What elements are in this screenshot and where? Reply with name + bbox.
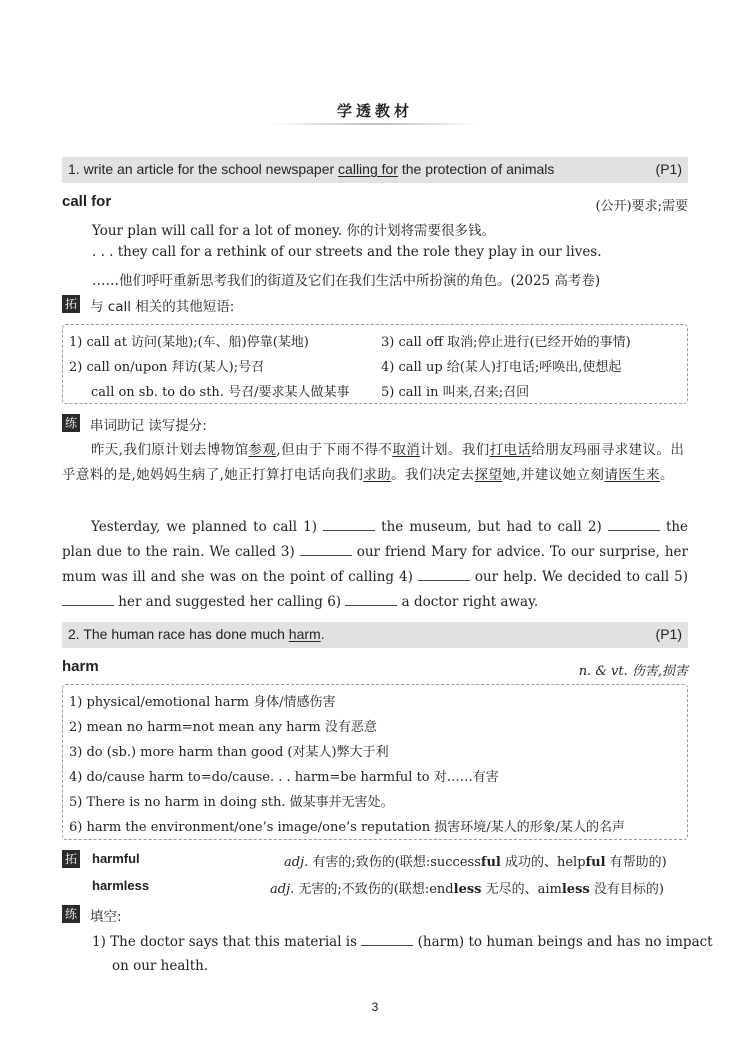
phrase-4: 4) call up 给(某人)打电话;呼唤出,使想起 — [381, 360, 622, 375]
cn-underline: 打电话 — [489, 442, 532, 458]
suffix-bold: less — [453, 882, 482, 897]
suffix-bold: less — [561, 882, 590, 897]
phrase-box — [62, 324, 688, 404]
derived-text: 有帮助的) — [605, 855, 667, 870]
harm-usage-box — [62, 684, 688, 840]
entry-harm-gloss: n. & vt. 伤害,损害 — [578, 664, 688, 679]
english-story — [62, 515, 688, 615]
section-1-post: the protection of animals — [401, 161, 555, 177]
blank-4[interactable] — [418, 568, 470, 581]
derived-text: 无害的;不致伤的(联想:end — [298, 882, 454, 897]
fill-question-1 — [92, 933, 713, 950]
section-2-keyword: harm — [288, 626, 321, 642]
practice-label-2: 填空: — [90, 909, 122, 925]
cn-underline: 取消 — [392, 442, 421, 458]
blank-2[interactable] — [608, 518, 660, 531]
suffix-bold: ful — [480, 855, 501, 870]
derived-word-harmful: harmful — [92, 851, 140, 866]
header-divider — [270, 123, 480, 125]
section-2-heading — [62, 622, 688, 648]
derived-text: 无尽的、aim — [481, 882, 562, 897]
suffix-bold: ful — [585, 855, 606, 870]
derived-text: 没有目标的) — [589, 882, 664, 897]
section-1-pre: write an article for the school newspaper — [83, 161, 335, 177]
harm-item-2: 2) mean no harm=not mean any harm 没有恶意 — [69, 720, 377, 735]
cn-text: 。 — [659, 467, 674, 483]
phrase-3: 3) call off 取消;停止进行(已经开始的事情) — [381, 335, 631, 350]
expand-tag-2: 拓 — [62, 850, 80, 868]
en-text: our help. We decided to call 5) — [474, 569, 688, 585]
section-2-page-ref: (P1) — [655, 626, 682, 642]
cn-underline: 请医生来 — [604, 467, 660, 483]
cn-text: ,但由于下雨不得不 — [276, 442, 393, 458]
fill-text: (harm) to human beings and has no impact — [417, 934, 713, 950]
expand-tag: 拓 — [62, 295, 80, 313]
example-2: . . . they call for a rethink of our streets and the role they play in our lives. — [92, 244, 602, 260]
fill-text: 1) The doctor says that this material is — [92, 934, 358, 950]
cn-text: 她,并建议她立刻 — [502, 467, 605, 483]
section-1-heading — [62, 157, 688, 183]
harm-item-5: 5) There is no harm in doing sth. 做某事并无害处。 — [69, 795, 394, 810]
example-3: ……他们呼吁重新思考我们的街道及它们在我们生活中所扮演的角色。(2025 高考卷) — [92, 273, 601, 289]
blank-3[interactable] — [300, 543, 352, 556]
cn-underline: 参观 — [248, 442, 277, 458]
en-text: the plan due to the rain. We called 3) — [62, 519, 689, 560]
cn-underline: 探望 — [474, 467, 503, 483]
derived-text: 有害的;致伤的(联想:success — [312, 855, 481, 870]
blank-1[interactable] — [323, 518, 375, 531]
entry-call-for-gloss: (公开)要求;需要 — [595, 199, 688, 214]
practice-tag: 练 — [62, 414, 80, 432]
fill-question-1-line2: on our health. — [112, 958, 209, 974]
section-1-sentence — [68, 161, 554, 177]
cn-text: 给朋友玛丽寻求建议。出乎意料的是,她妈妈生病了,她正打算打电话向我们 — [62, 442, 685, 483]
page-header-title: 学透教材 — [336, 102, 413, 120]
phrase-1: 1) call at 访问(某地);(车、船)停靠(某地) — [69, 335, 309, 350]
phrase-5: 5) call in 叫来,召来;召回 — [381, 385, 530, 400]
section-1-number: 1. — [68, 161, 80, 177]
page-number: 3 — [371, 1000, 379, 1014]
expand-label: 与 call 相关的其他短语: — [90, 299, 235, 315]
section-1-keyword: calling for — [338, 161, 398, 177]
section-2-sentence — [68, 626, 325, 642]
fill-blank[interactable] — [361, 933, 413, 946]
en-text: a doctor right away. — [401, 594, 539, 610]
cn-text: 计划。我们 — [420, 442, 490, 458]
pos-label: adj. — [284, 855, 309, 870]
chinese-story — [62, 438, 688, 488]
section-2-number: 2. — [68, 626, 80, 642]
cn-text: 。我们决定去 — [391, 467, 475, 483]
harm-item-1: 1) physical/emotional harm 身体/情感伤害 — [69, 695, 336, 710]
entry-call-for: call for — [62, 193, 112, 210]
en-text: our friend Mary for advice. To our surprise, her mum was ill and she was on the point of calling 4) — [62, 544, 688, 585]
derived-word-harmless: harmless — [92, 878, 150, 893]
practice-tag-2: 练 — [62, 905, 80, 923]
blank-5[interactable] — [62, 593, 114, 606]
cn-underline: 求助 — [363, 467, 392, 483]
derived-text: 成功的、help — [500, 855, 586, 870]
derived-def-harmless — [270, 878, 664, 897]
en-text: Yesterday, we planned to call 1) — [91, 519, 317, 535]
practice-label: 串词助记 读写提分: — [90, 418, 207, 434]
derived-def-harmful — [284, 851, 667, 870]
phrase-2: 2) call on/upon 拜访(某人);号召 — [69, 360, 265, 375]
entry-harm: harm — [62, 658, 99, 675]
section-2-post: . — [320, 626, 325, 642]
section-2-pre: The human race has done much — [83, 626, 285, 642]
en-text: her and suggested her calling 6) — [118, 594, 342, 610]
blank-6[interactable] — [345, 593, 397, 606]
harm-item-3: 3) do (sb.) more harm than good (对某人)弊大于利 — [69, 745, 389, 760]
example-1: Your plan will call for a lot of money. 你的计划将需要很多钱。 — [92, 223, 495, 239]
section-1-page-ref: (P1) — [655, 161, 682, 177]
pos-label: adj. — [270, 882, 295, 897]
harm-item-4: 4) do/cause harm to=do/cause. . . harm=be harmful to 对……有害 — [69, 770, 499, 785]
en-text: the museum, but had to call 2) — [381, 519, 602, 535]
cn-text: 昨天,我们原计划去博物馆 — [91, 442, 249, 458]
phrase-2b: call on sb. to do sth. 号召/要求某人做某事 — [91, 385, 350, 400]
harm-item-6: 6) harm the environment/one’s image/one’s reputation 损害环境/某人的形象/某人的名声 — [69, 820, 626, 835]
